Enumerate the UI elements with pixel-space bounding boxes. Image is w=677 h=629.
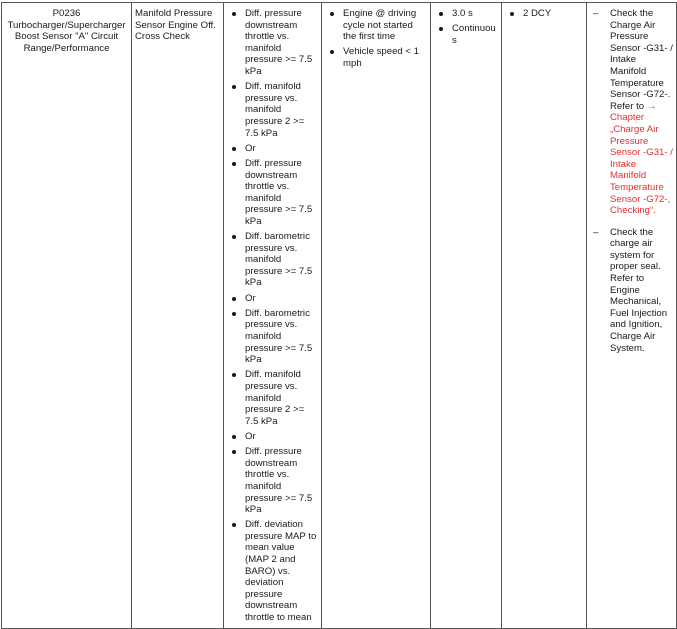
list-item: Diff. manifold pressure vs. manifold pressure 2 >= 7.5 kPa <box>227 81 319 139</box>
list-item: Diff. deviation pressure MAP to mean value (MAP 2 and BARO) vs. deviation pressure downstream throttle to mean <box>227 519 319 623</box>
repair-steps-list <box>590 8 674 354</box>
list-item: Vehicle speed < 1 mph <box>325 46 428 69</box>
list-item: 3.0 s <box>434 8 499 20</box>
table-row <box>2 3 677 629</box>
repair-step-1-text: Check the Charge Air Pressure Sensor -G31- / Intake Manifold Temperature Sensor -G72-. Refer to <box>610 8 673 112</box>
mil-illumination-cell <box>502 3 587 629</box>
list-item: Or <box>227 143 319 155</box>
list-item: Diff. barometric pressure vs. manifold pressure >= 7.5 kPa <box>227 231 319 289</box>
list-item: Or <box>227 293 319 305</box>
repair-step-1 <box>590 8 674 217</box>
malfunction-criteria-list <box>227 8 319 624</box>
enable-conditions-cell <box>322 3 431 629</box>
list-item: Diff. pressure downstream throttle vs. manifold pressure >= 7.5 kPa <box>227 446 319 516</box>
dtc-description: Turbocharger/Supercharger Boost Sensor "A" Circuit Range/Performance <box>7 19 126 54</box>
mil-illumination-list <box>505 8 584 20</box>
list-item: 2 DCY <box>505 8 584 20</box>
dtc-code: P0236 <box>52 8 81 19</box>
dtc-table <box>1 2 677 629</box>
chapter-link[interactable]: → Chapter „Charge Air Pressure Sensor -G31- / Intake Manifold Temperature Sensor -G72-, Checking“. <box>610 100 673 217</box>
list-item: Continuous <box>434 23 499 46</box>
dtc-code-cell <box>2 3 132 629</box>
monitor-strategy: Manifold Pressure Sensor Engine Off. Cross Check <box>135 8 216 43</box>
monitor-strategy-cell <box>132 3 224 629</box>
time-required-list <box>434 8 499 46</box>
malfunction-criteria-cell <box>224 3 322 629</box>
list-item: Diff. barometric pressure vs. manifold pressure >= 7.5 kPa <box>227 308 319 366</box>
list-item: Diff. pressure downstream throttle vs. manifold pressure >= 7.5 kPa <box>227 8 319 78</box>
list-item: Diff. manifold pressure vs. manifold pressure 2 >= 7.5 kPa <box>227 369 319 427</box>
enable-conditions-list <box>325 8 428 70</box>
list-item: Diff. pressure downstream throttle vs. manifold pressure >= 7.5 kPa <box>227 158 319 228</box>
list-item: Engine @ driving cycle not started the first time <box>325 8 428 43</box>
repair-step-2: – Check the charge air system for proper seal. Refer to Engine Mechanical, Fuel Injection and Ignition, Charge Air System. <box>590 227 674 355</box>
time-required-cell <box>431 3 502 629</box>
list-item: Or <box>227 431 319 443</box>
repair-steps-cell <box>587 3 677 629</box>
